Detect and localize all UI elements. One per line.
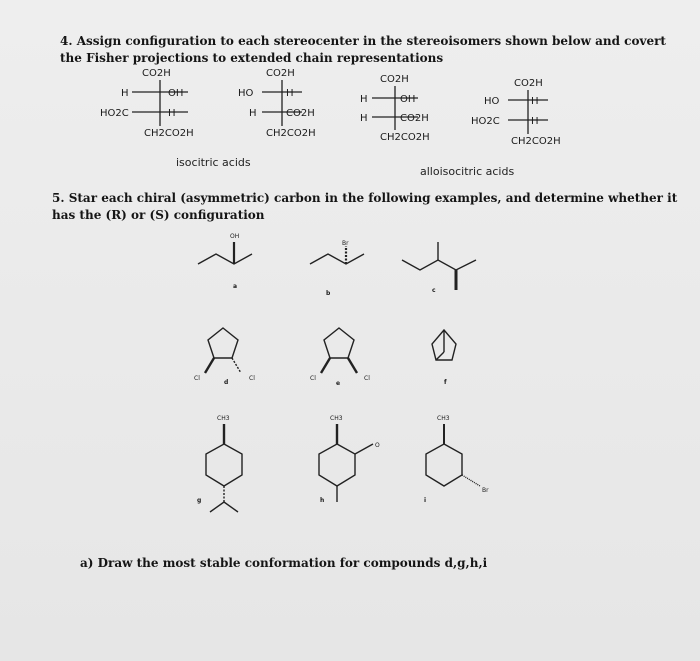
compound-letter-b: b [326, 290, 331, 297]
substituent-cl-e2: Cl [364, 375, 370, 382]
fischer-4 [471, 78, 561, 147]
compound-letter-e: e [336, 380, 341, 387]
substituent-br-i: Br [482, 487, 489, 494]
fischer-4-bottom: CH2CO2H [511, 136, 561, 147]
question-5-structures [0, 220, 700, 520]
substituent-o-h: O [375, 442, 380, 449]
fischer-4-r1-right: H [531, 96, 539, 107]
fischer-1-bottom: CH2CO2H [144, 128, 194, 139]
substituent-ch3-i: CH3 [437, 415, 450, 422]
compound-letter-a: a [233, 283, 238, 290]
fischer-2-r1-left: HO [238, 88, 254, 99]
question-4-text: 4. Assign configuration to each stereocenter in the stereoisomers shown below and covert the Fisher projections to extended chain representations [60, 34, 666, 65]
fischer-2-r2-right: CO2H [286, 108, 315, 119]
fischer-4-r2-left: HO2C [471, 116, 500, 127]
question-a-text: a) Draw the most stable conformation for compounds d,g,h,i [80, 556, 488, 570]
substituent-ch3-g: CH3 [217, 415, 230, 422]
fischer-3-bottom: CH2CO2H [380, 132, 430, 143]
fischer-3-r2-right: CO2H [400, 113, 429, 124]
fischer-1-r2-right: H [168, 108, 176, 119]
question-5-text: 5. Star each chiral (asymmetric) carbon in the following examples, and determine whether it has the (R) or (S) configuration [52, 191, 678, 222]
fischer-4-r1-left: HO [484, 96, 500, 107]
compound-letter-g: g [197, 497, 202, 504]
substituent-cl-e1: Cl [310, 375, 316, 382]
fischer-2-bottom: CH2CO2H [266, 128, 316, 139]
compound-letter-c: c [432, 287, 436, 294]
compound-letter-f: f [444, 379, 447, 386]
fischer-1-r2-left: HO2C [100, 108, 129, 119]
fischer-1-r1-right: OH [168, 88, 184, 99]
fischer-2-top: CO2H [266, 68, 295, 79]
isocitric-acids-label: isocitric acids [176, 156, 251, 169]
fischer-3-r2-left: H [360, 113, 368, 124]
compound-letter-h: h [320, 497, 325, 504]
fischer-2-r2-left: H [249, 108, 257, 119]
fischer-1-top: CO2H [142, 68, 171, 79]
substituent-cl-d2: Cl [249, 375, 255, 382]
fischer-3-r1-left: H [360, 94, 368, 105]
fischer-4-top: CO2H [514, 78, 543, 89]
fischer-1 [100, 68, 194, 139]
alloisocitric-acids-label: alloisocitric acids [420, 165, 515, 178]
fischer-4-r2-right: H [531, 116, 539, 127]
substituent-br-b: Br [342, 240, 349, 247]
compound-letter-i: i [424, 497, 427, 504]
substituent-oh: OH [230, 233, 240, 240]
substituent-ch3-h: CH3 [330, 415, 343, 422]
fischer-2-r1-right: H [286, 88, 294, 99]
fischer-2 [238, 68, 316, 139]
fischer-projections [0, 60, 700, 180]
substituent-cl-d1: Cl [194, 375, 200, 382]
fischer-3-r1-right: OH [400, 94, 416, 105]
fischer-3 [360, 74, 430, 143]
fischer-3-top: CO2H [380, 74, 409, 85]
compound-letter-d: d [224, 379, 229, 386]
fischer-1-r1-left: H [121, 88, 129, 99]
